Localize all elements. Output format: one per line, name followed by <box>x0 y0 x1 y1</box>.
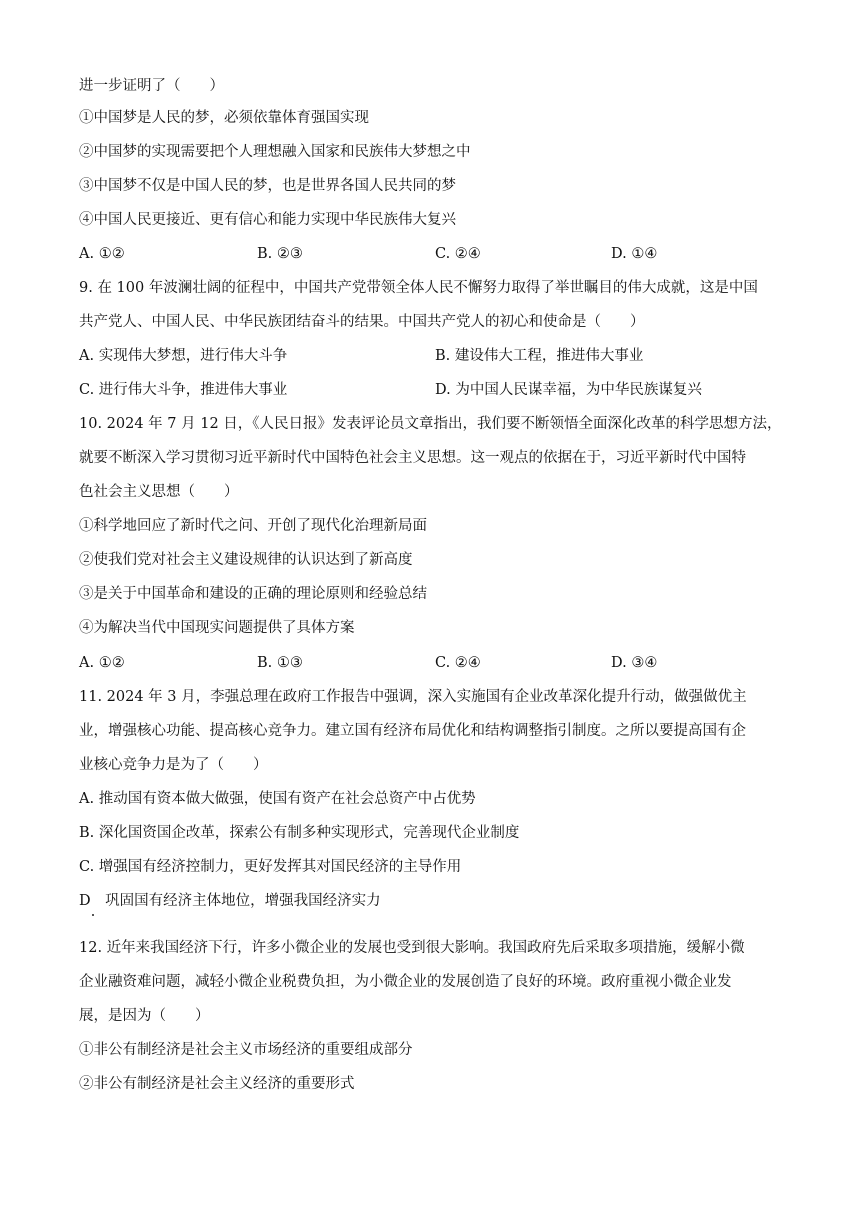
q12-stem-line-1: 12. 近年来我国经济下行，许多小微企业的发展也受到很大影响。我国政府先后采取多项措施，缓解小微 <box>79 940 745 956</box>
q10-statement-2: ②使我们党对社会主义建设规律的认识达到了新高度 <box>79 552 413 568</box>
q8-statement-4: ④中国人民更接近、更有信心和能力实现中华民族伟大复兴 <box>79 212 456 228</box>
q11-stem-line-2: 业，增强核心功能、提高核心竞争力。建立国有经济布局优化和结构调整指引制度。之所以要提高国有企 <box>79 723 746 739</box>
q11-option-b: B. 深化国资国企改革，探索公有制多种实现形式，完善现代企业制度 <box>79 825 520 841</box>
q9-option-a: A. 实现伟大梦想，进行伟大斗争 <box>79 348 288 364</box>
stray-period-mark <box>92 914 94 916</box>
q10-option-d: D. ③④ <box>611 655 658 671</box>
q11-stem-line-3: 业核心竞争力是为了（ ） <box>79 757 268 773</box>
q8-statement-3: ③中国梦不仅是中国人民的梦，也是世界各国人民共同的梦 <box>79 178 456 194</box>
q10-option-b: B. ①③ <box>257 655 303 671</box>
q10-stem-line-1: 10. 2024 年 7 月 12 日，《人民日报》发表评论员文章指出，我们要不断领悟全面深化改革的科学思想方法， <box>79 416 782 432</box>
q8-statement-1: ①中国梦是人民的梦，必须依靠体育强国实现 <box>79 110 369 126</box>
q12-stem-line-3: 展，是因为（ ） <box>79 1008 210 1024</box>
q9-stem-line-2: 共产党人、中国人民、中华民族团结奋斗的结果。中国共产党人的初心和使命是（ ） <box>79 314 645 330</box>
q11-option-c: C. 增强国有经济控制力，更好发挥其对国民经济的主导作用 <box>79 859 462 875</box>
q10-option-c: C. ②④ <box>435 655 481 671</box>
q10-statement-3: ③是关于中国革命和建设的正确的理论原则和经验总结 <box>79 586 427 602</box>
q8-stem-tail: 进一步证明了（ ） <box>79 78 224 94</box>
q12-stem-line-2: 企业融资难问题，减轻小微企业税费负担，为小微企业的发展创造了良好的环境。政府重视小微企业发 <box>79 974 732 990</box>
q9-option-d: D. 为中国人民谋幸福，为中华民族谋复兴 <box>435 382 702 398</box>
q8-option-d: D. ①④ <box>611 246 658 262</box>
q8-statement-2: ②中国梦的实现需要把个人理想融入国家和民族伟大梦想之中 <box>79 144 471 160</box>
q9-option-b: B. 建设伟大工程，推进伟大事业 <box>435 348 644 364</box>
q10-stem-line-3: 色社会主义思想（ ） <box>79 484 239 500</box>
q12-statement-1: ①非公有制经济是社会主义市场经济的重要组成部分 <box>79 1042 413 1058</box>
q10-stem-line-2: 就要不断深入学习贯彻习近平新时代中国特色社会主义思想。这一观点的依据在于，习近平新时代中国特 <box>79 450 746 466</box>
q8-option-a: A. ①② <box>79 246 125 262</box>
q8-option-c: C. ②④ <box>435 246 481 262</box>
q11-stem-line-1: 11. 2024 年 3 月，李强总理在政府工作报告中强调，深入实施国有企业改革深化提升行动，做强做优主 <box>79 689 747 705</box>
q12-statement-2: ②非公有制经济是社会主义经济的重要形式 <box>79 1076 355 1092</box>
q11-option-d: D 巩固国有经济主体地位，增强我国经济实力 <box>79 893 381 909</box>
q8-option-b: B. ②③ <box>257 246 303 262</box>
q9-stem-line-1: 9. 在 100 年波澜壮阔的征程中，中国共产党带领全体人民不懈努力取得了举世瞩目的伟大成就，这是中国 <box>79 280 758 296</box>
q9-option-c: C. 进行伟大斗争，推进伟大事业 <box>79 382 288 398</box>
q10-statement-1: ①科学地回应了新时代之问、开创了现代化治理新局面 <box>79 518 427 534</box>
q10-option-a: A. ①② <box>79 655 125 671</box>
q11-option-a: A. 推动国有资本做大做强，使国有资产在社会总资产中占优势 <box>79 791 476 807</box>
q10-statement-4: ④为解决当代中国现实问题提供了具体方案 <box>79 620 355 636</box>
